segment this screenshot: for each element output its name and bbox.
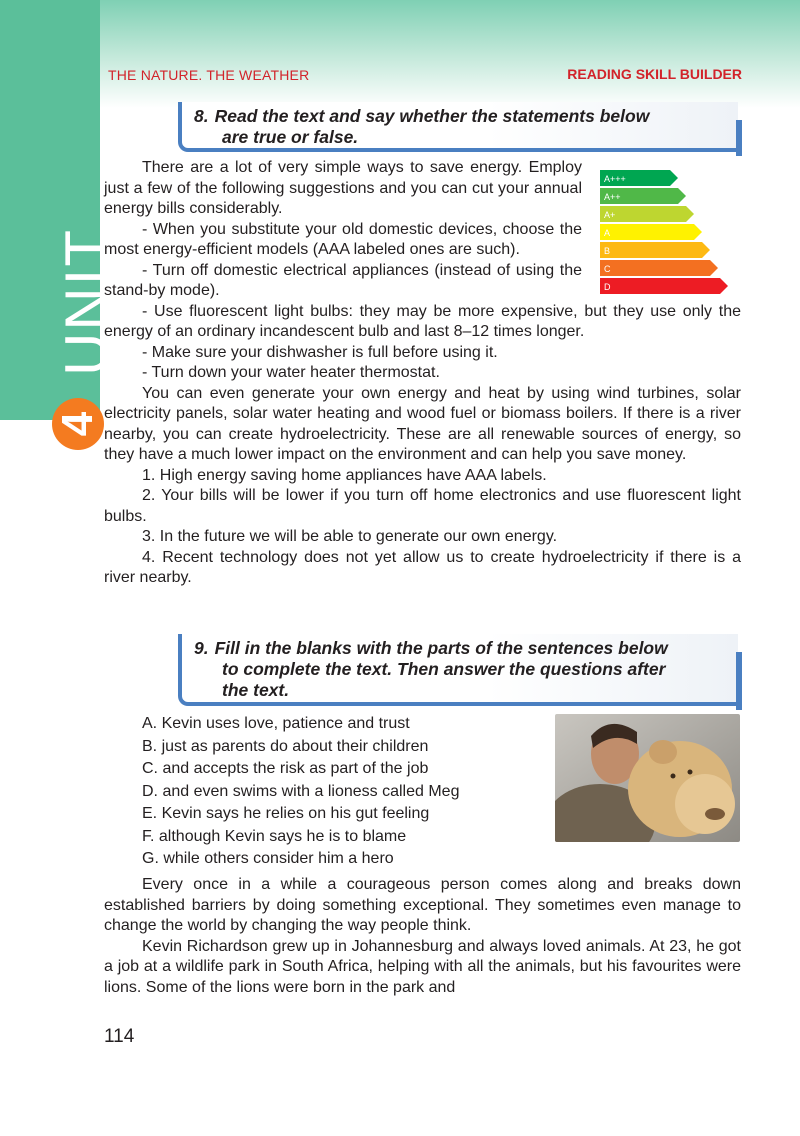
energy-label-a2: A++ — [604, 192, 621, 202]
options-list — [142, 713, 459, 871]
text8-bullet-5: - Turn down your water heater thermostat. — [142, 364, 440, 381]
option-f: F. although Kevin says he is to blame — [142, 827, 407, 845]
task-8-text — [104, 158, 741, 589]
text8-bullet-2: - Turn off domestic electrical appliances (instead of using the stand-by mode). — [104, 261, 582, 299]
text8-bullet-4: - Make sure your dishwasher is full before using it. — [142, 343, 498, 361]
energy-label-c: C — [604, 264, 611, 274]
task-9-line2: to complete the text. Then answer the questions after — [222, 659, 666, 679]
statement-3: 3. In the future we will be able to generate our own energy. — [142, 528, 558, 545]
statement-2: 2. Your bills will be lower if you turn off home electronics and use fluorescent light bulbs. — [104, 487, 741, 525]
task-9-accent — [736, 652, 742, 710]
task-8-line2: are true or false. — [222, 127, 359, 147]
energy-label-a3: A+++ — [604, 174, 626, 184]
option-d: D. and even swims with a lioness called Meg — [142, 782, 460, 800]
option-e: E. Kevin says he relies on his gut feeling — [142, 805, 430, 822]
text8-bullet-3: - Use fluorescent light bulbs: they may be more expensive, but they use only the energy of an ordinary incandescent bulb and last 8–12 times longer. — [104, 302, 741, 340]
task-9-line3: the text. — [222, 680, 290, 700]
statement-4: 4. Recent technology does not yet allow us to create hydroelectricity if there is a river nearby. — [104, 548, 741, 586]
page-number: 114 — [104, 1026, 135, 1047]
option-g: G. while others consider him a hero — [142, 850, 394, 867]
task-9-instruction — [178, 634, 738, 706]
man-with-lion-photo — [555, 714, 740, 842]
statement-1: 1. High energy saving home appliances have AAA labels. — [142, 466, 547, 484]
energy-label-a1: A+ — [604, 210, 616, 220]
energy-label-b: B — [604, 246, 611, 256]
text8-bullet-1: - When you substitute your old domestic devices, choose the most energy-efficient models (AAA labeled ones are such). — [104, 220, 582, 258]
text9-paragraph-2: Kevin Richardson grew up in Johannesburg and always loved animals. At 23, he got a job at a wildlife park in South Africa, helping with all the animals, but his favourites were lions. Some of the lions were born in the park and — [104, 937, 741, 996]
energy-label-d: D — [604, 282, 611, 292]
task-8-number: 8. — [194, 106, 209, 126]
task-9-number: 9. — [194, 638, 209, 658]
text8-paragraph-2: You can even generate your own energy and heat by using wind turbines, solar electricity panels, solar water heating and wood fuel or biomass boilers. If there is a river nearby, you can create hydroelectricity. These are all renewable sources of energy, so they have a much lower impact on the environment and can help you save money. — [104, 384, 741, 463]
task-8-line1: Read the text and say whether the statements below — [214, 106, 650, 126]
task-8-instruction — [178, 102, 738, 152]
option-c: C. and accepts the risk as part of the job — [142, 760, 429, 777]
option-a: A. Kevin uses love, patience and trust — [142, 715, 410, 732]
unit-word: UNIT — [53, 228, 120, 376]
unit-title: THE NATURE. THE WEATHER — [108, 67, 310, 83]
unit-number-badge: 4 — [52, 398, 104, 450]
text9-paragraph-1: Every once in a while a courageous person comes along and breaks down established barriers by doing something exceptional. They sometimes even manage to change the world by changing the way people think. — [104, 876, 741, 934]
task-9-text — [104, 875, 741, 998]
text8-paragraph-1: There are a lot of very simple ways to save energy. Employ just a few of the following suggestions and you can cut your annual energy bills considerably. — [104, 159, 582, 217]
section-title: READING SKILL BUILDER — [567, 66, 742, 82]
option-b: B. just as parents do about their children — [142, 737, 429, 755]
task-8-accent — [736, 120, 742, 156]
task-9-line1: Fill in the blanks with the parts of the sentences below — [214, 638, 668, 658]
energy-label-a: A — [604, 228, 611, 238]
